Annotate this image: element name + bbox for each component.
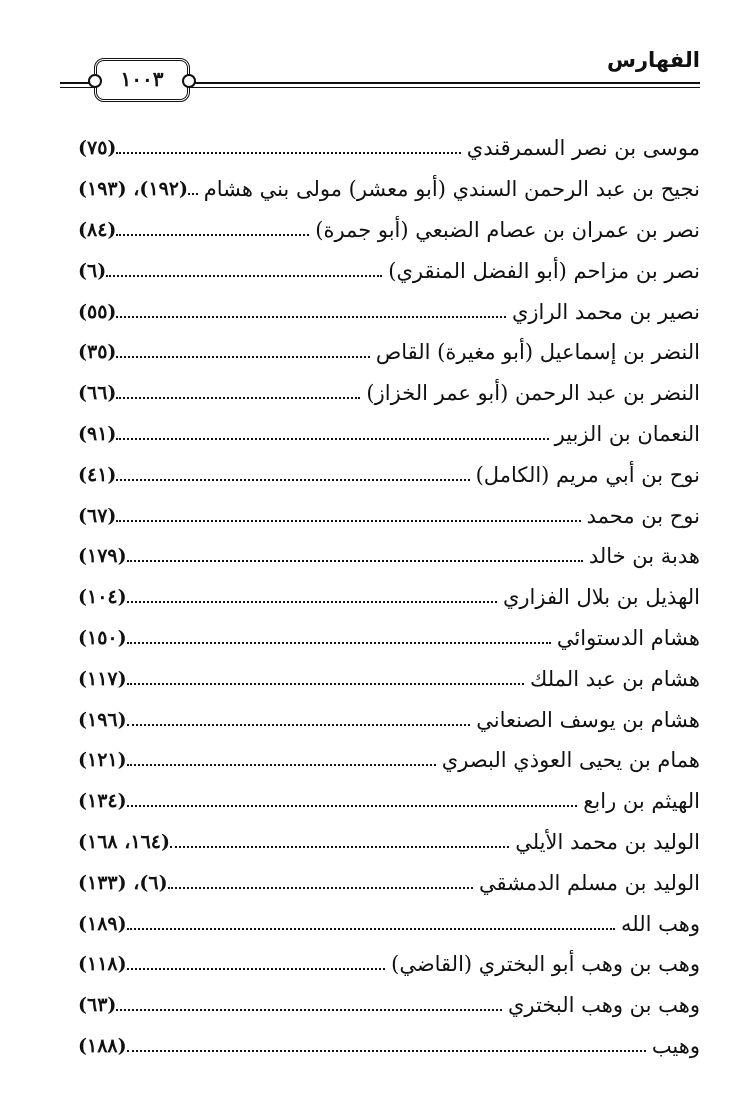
dot-leader	[127, 1050, 646, 1052]
entry-ref: (٦)، (١٣٣)	[78, 871, 168, 894]
entry-ref: (٩١)	[78, 422, 117, 445]
entry-name: النعمان بن الزبير	[554, 421, 700, 446]
dot-leader	[106, 275, 382, 277]
index-entry	[78, 373, 700, 414]
dot-leader	[116, 152, 460, 154]
index-entry	[78, 699, 700, 740]
dot-leader	[127, 764, 436, 766]
entry-name: الهذيل بن بلال الفزاري	[502, 585, 700, 610]
entry-name: النضر بن عبد الرحمن (أبو عمر الخزاز)	[366, 381, 700, 406]
entry-name: نصر بن عمران بن عصام الضبعي (أبو جمرة)	[315, 217, 700, 242]
index-entry	[78, 1026, 700, 1067]
entry-ref: (١٦٤، ١٦٨)	[78, 830, 170, 853]
dot-leader	[127, 928, 615, 930]
entry-name: هشام الدستوائي	[556, 625, 700, 650]
entry-ref: (٤١)	[78, 463, 117, 486]
entry-ref: (١٨٩)	[78, 912, 127, 935]
entry-name: النضر بن إسماعيل (أبو مغيرة) القاص	[375, 340, 700, 365]
dot-leader	[116, 234, 309, 236]
page-header	[60, 46, 700, 106]
dot-leader	[127, 683, 524, 685]
entry-ref: (٧٥)	[78, 137, 117, 160]
entry-name: هدبة بن خالد	[588, 544, 700, 569]
entry-name: همام بن يحيى العوذي البصري	[441, 748, 700, 773]
dot-leader	[116, 520, 580, 522]
entry-name: نصر بن مزاحم (أبو الفضل المنقري)	[388, 258, 700, 283]
dot-leader	[127, 560, 583, 562]
index-entry	[78, 291, 700, 332]
header-title: الفهارس	[606, 48, 700, 72]
index-entry	[78, 332, 700, 373]
dot-leader	[170, 846, 509, 848]
index-entry	[78, 169, 700, 210]
index-entry	[78, 781, 700, 822]
index-entry	[78, 822, 700, 863]
index-entry	[78, 985, 700, 1026]
entry-name: هشام بن عبد الملك	[530, 666, 700, 691]
index-entry	[78, 658, 700, 699]
dot-leader	[116, 316, 506, 318]
dot-leader	[127, 968, 386, 970]
entry-name: الهيثم بن رابع	[583, 789, 700, 814]
index-entry	[78, 618, 700, 659]
page-number-frame	[94, 58, 190, 102]
index-entry	[78, 903, 700, 944]
index-entry	[78, 210, 700, 251]
entry-name: نجيح بن عبد الرحمن السندي (أبو معشر) مولى بني هشام	[203, 177, 700, 202]
entry-ref: (١٩٢)، (١٩٣)	[78, 178, 188, 201]
entry-ref: (١٠٤)	[78, 586, 127, 609]
entry-name: وهب بن وهب البختري	[507, 993, 700, 1018]
index-entry	[78, 454, 700, 495]
index-entry	[78, 577, 700, 618]
entry-name: الوليد بن مسلم الدمشقي	[479, 870, 700, 895]
entry-name: نوح بن محمد	[586, 503, 700, 528]
index-entry	[78, 250, 700, 291]
entry-name: نوح بن أبي مريم (الكامل)	[475, 462, 700, 487]
dot-leader	[127, 805, 578, 807]
entry-ref: (٥٥)	[78, 300, 117, 323]
entry-ref: (١٩٦)	[78, 708, 127, 731]
dot-leader	[168, 887, 473, 889]
index-entry	[78, 862, 700, 903]
entry-ref: (١٥٠)	[78, 626, 127, 649]
entry-ref: (٦٧)	[78, 504, 117, 527]
dot-leader	[116, 397, 360, 399]
entry-ref: (٨٤)	[78, 218, 117, 241]
entry-ref: (٦٦)	[78, 382, 117, 405]
dot-leader	[188, 193, 198, 195]
index-entry	[78, 944, 700, 985]
dot-leader	[127, 601, 497, 603]
dot-leader	[116, 438, 548, 440]
entry-name: نصير بن محمد الرازي	[511, 299, 700, 324]
entry-name: وهب الله	[621, 911, 700, 936]
entry-ref: (١٨٨)	[78, 1034, 127, 1057]
page-number: ١٠٠٣	[120, 67, 164, 91]
entry-name: وهيب	[651, 1033, 700, 1058]
entry-name: الوليد بن محمد الأيلي	[515, 829, 700, 854]
entry-ref: (٦)	[78, 259, 107, 282]
index-entry	[78, 536, 700, 577]
entry-ref: (٦٣)	[78, 994, 117, 1017]
dot-leader	[127, 642, 551, 644]
entry-ref: (١١٨)	[78, 953, 127, 976]
dot-leader	[116, 479, 469, 481]
entry-ref: (١٣٤)	[78, 790, 127, 813]
entry-name: هشام بن يوسف الصنعاني	[476, 707, 700, 732]
entry-ref: (٣٥)	[78, 341, 117, 364]
index-entry	[78, 128, 700, 169]
index-entry	[78, 740, 700, 781]
dot-leader	[127, 724, 471, 726]
index-entry	[78, 414, 700, 455]
entry-name: وهب بن وهب أبو البختري (القاضي)	[391, 952, 700, 977]
entry-ref: (١٢١)	[78, 749, 127, 772]
index-list	[78, 128, 700, 1066]
entry-ref: (١٧٩)	[78, 545, 127, 568]
index-entry	[78, 495, 700, 536]
dot-leader	[116, 1009, 502, 1011]
entry-ref: (١١٧)	[78, 667, 127, 690]
entry-name: موسى بن نصر السمرقندي	[466, 136, 700, 161]
dot-leader	[116, 356, 369, 358]
